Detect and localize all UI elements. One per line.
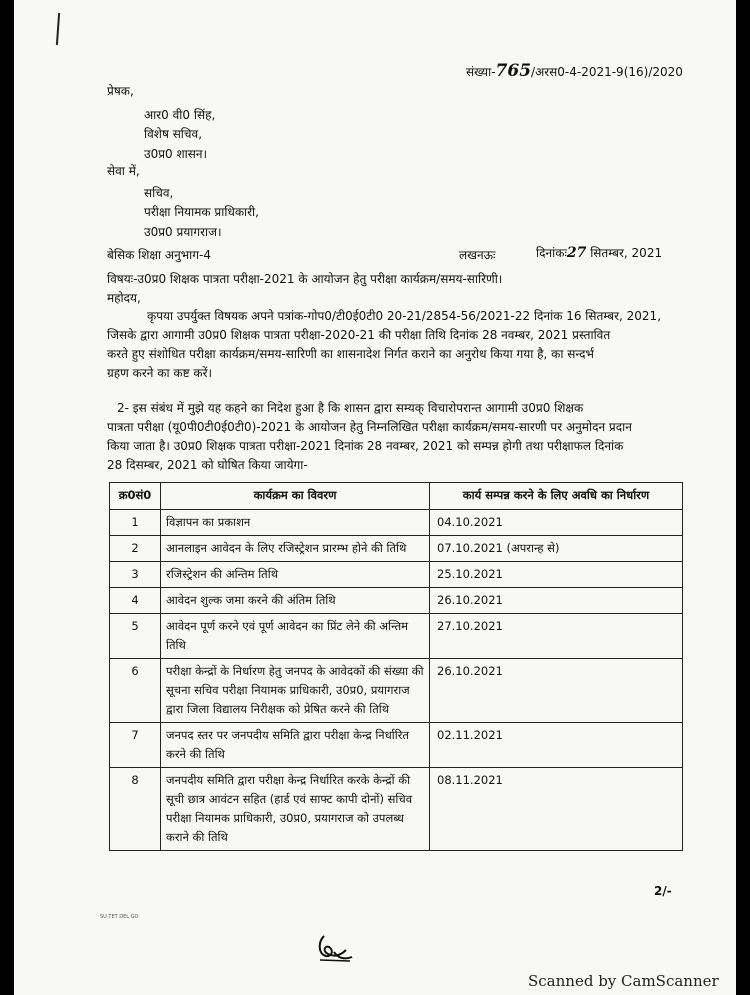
table-row <box>110 614 683 659</box>
row-program: विज्ञापन का प्रकाशन <box>161 510 430 536</box>
table-row <box>110 536 683 562</box>
document-page <box>14 0 736 995</box>
row-program: आवेदन पूर्ण करने एवं पूर्ण आवेदन का प्रिंट लेने की अन्तिम तिथि <box>161 614 430 659</box>
row-serial: 8 <box>110 768 161 851</box>
page-continuation: 2/- <box>654 884 672 898</box>
row-serial: 7 <box>110 723 161 768</box>
row-serial: 2 <box>110 536 161 562</box>
row-date: 04.10.2021 <box>430 510 683 536</box>
sender-office: उ0प्र0 शासन। <box>144 147 208 161</box>
paragraph-2-line: 2- इस संबंध में मुझे यह कहने का निदेश हुआ है कि शासन द्वारा सम्यक् विचारोपरान्त आगामी उ0प्र0 शिक्षक <box>117 401 584 415</box>
row-program: परीक्षा केन्द्रों के निर्धारण हेतु जनपद के आवेदकों की संख्या की सूचना सचिव परीक्षा नियामक प्राधिकारी, उ0प्र0, प्रयागराज द्वारा जिला विद्यालय निरीक्षक को प्रेषित करने की तिथि <box>161 659 430 723</box>
paragraph-2-line: 28 दिसम्बर, 2021 को घोषित किया जायेगा- <box>107 458 308 472</box>
section-name: बेसिक शिक्षा अनुभाग-4 <box>107 248 211 262</box>
row-date: 27.10.2021 <box>430 614 683 659</box>
row-date: 26.10.2021 <box>430 588 683 614</box>
row-serial: 4 <box>110 588 161 614</box>
row-program: रजिस्ट्रेशन की अन्तिम तिथि <box>161 562 430 588</box>
paragraph-1-line: जिसके द्वारा आगामी उ0प्र0 शिक्षक पात्रता परीक्षा-2020-21 की परीक्षा तिथि दिनांक 28 नवम्बर, 2021 प्रस्तावित <box>107 328 611 342</box>
row-date: 08.11.2021 <box>430 768 683 851</box>
footer-code: SU TET DEL GO <box>100 914 139 920</box>
schedule-table <box>109 482 683 851</box>
table-row <box>110 510 683 536</box>
paragraph-2-line: पात्रता परीक्षा (यू0पी0टी0ई0टी0)-2021 के आयोजन हेतु निम्नलिखित परीक्षा कार्यक्रम/समय-सारणी पर अनुमोदन प्रदान <box>107 420 632 434</box>
handwritten-ref-number: 765 <box>495 61 532 81</box>
table-row <box>110 659 683 723</box>
header-program: कार्यक्रम का विवरण <box>161 483 430 510</box>
paragraph-1-line: करते हुए संशोधित परीक्षा कार्यक्रम/समय-सारिणी का शासनादेश निर्गत कराने का अनुरोध किया गया है, का सन्दर्भ <box>107 347 594 361</box>
row-serial: 1 <box>110 510 161 536</box>
table-row <box>110 562 683 588</box>
scanner-watermark: Scanned by CamScanner <box>528 972 719 990</box>
header-date: कार्य सम्पन्न करने के लिए अवधि का निर्धारण <box>430 483 683 510</box>
pen-mark <box>56 13 60 45</box>
row-program: जनपद स्तर पर जनपदीय समिति द्वारा परीक्षा केन्द्र निर्धारित करने की तिथि <box>161 723 430 768</box>
signature-initials <box>312 930 358 964</box>
row-date: 07.10.2021 (अपरान्ह से) <box>430 536 683 562</box>
recipient-line2: परीक्षा नियामक प्राधिकारी, <box>144 205 259 219</box>
sender-label: प्रेषक, <box>107 84 134 98</box>
header-serial: क्र0सं0 <box>110 483 161 510</box>
row-program: आवेदन शुल्क जमा करने की अंतिम तिथि <box>161 588 430 614</box>
paragraph-1-line: ग्रहण करने का कष्ट करें। <box>107 366 213 380</box>
letter-date: दिनांकः27 सितम्बर, 2021 <box>536 245 663 261</box>
row-date: 26.10.2021 <box>430 659 683 723</box>
table-row <box>110 723 683 768</box>
place-label: लखनऊः <box>459 248 496 262</box>
row-serial: 3 <box>110 562 161 588</box>
table-row <box>110 588 683 614</box>
sender-designation: विशेष सचिव, <box>144 127 203 141</box>
subject-line: विषयः-उ0प्र0 शिक्षक पात्रता परीक्षा-2021 के आयोजन हेतु परीक्षा कार्यक्रम/समय-सारिणी। <box>107 272 503 286</box>
salutation: महोदय, <box>107 291 141 305</box>
table-row <box>110 768 683 851</box>
recipient-line1: सचिव, <box>144 186 174 200</box>
row-program: जनपदीय समिति द्वारा परीक्षा केन्द्र निर्धारित करके केन्द्रों की सूची छात्र आवंटन सहित (हार्ड एवं साफ्ट कापी दोनों) सचिव परीक्षा नियामक प्राधिकारी, उ0प्र0, प्रयागराज को उपलब्ध कराने की तिथि <box>161 768 430 851</box>
row-serial: 5 <box>110 614 161 659</box>
reference-number: संख्या-765/अरस0-4-2021-9(16)/2020 <box>466 61 683 81</box>
row-date: 25.10.2021 <box>430 562 683 588</box>
row-date: 02.11.2021 <box>430 723 683 768</box>
table-header-row <box>110 483 683 510</box>
recipient-line3: उ0प्र0 प्रयागराज। <box>144 225 222 239</box>
paragraph-2-line: किया जाता है। उ0प्र0 शिक्षक पात्रता परीक्षा-2021 दिनांक 28 नवम्बर, 2021 को सम्पन्न होगी तथा परीक्षाफल दिनांक <box>107 439 624 453</box>
recipient-label: सेवा में, <box>107 164 140 178</box>
row-program: आनलाइन आवेदन के लिए रजिस्ट्रेशन प्रारम्भ होने की तिथि <box>161 536 430 562</box>
paragraph-2 <box>107 399 697 475</box>
paragraph-1 <box>107 307 697 383</box>
row-serial: 6 <box>110 659 161 723</box>
sender-name: आर0 वी0 सिंह, <box>144 108 216 122</box>
handwritten-date: 27 <box>566 245 587 261</box>
paragraph-1-line: कृपया उपर्युक्त विषयक अपने पत्रांक-गोप0/टी0ई0टी0 20-21/2854-56/2021-22 दिनांक 16 सितम्बर, 2021, <box>147 309 662 323</box>
